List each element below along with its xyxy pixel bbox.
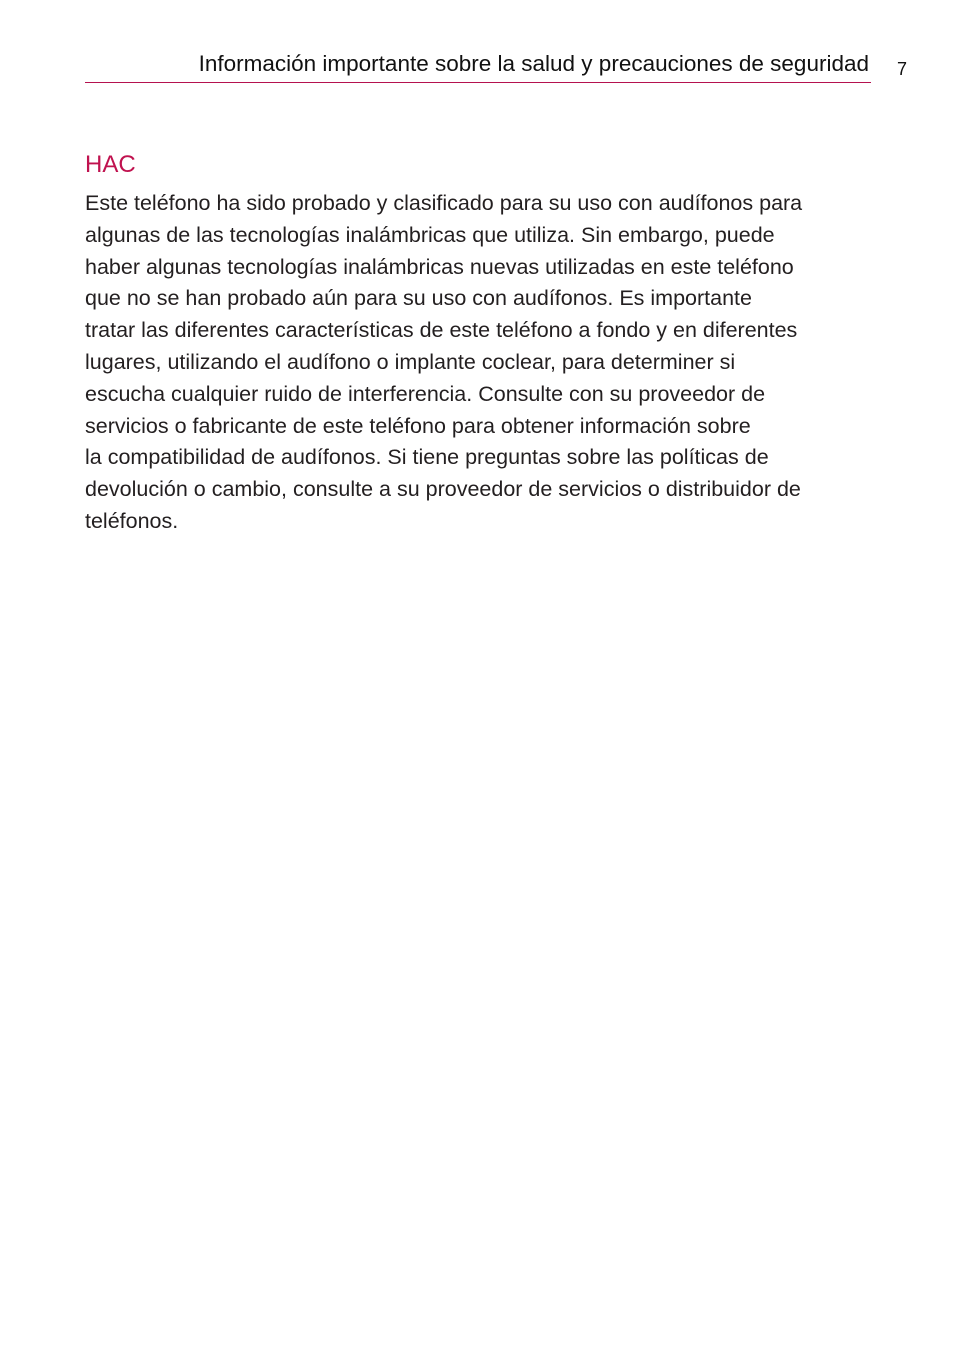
paragraph-line: lugares, utilizando el audífono o implante coclear, para determiner si: [85, 349, 736, 374]
section-heading: HAC: [85, 151, 136, 178]
paragraph-line: que no se han probado aún para su uso con audífonos. Es importante: [85, 286, 752, 311]
paragraph-line: algunas de las tecnologías inalámbricas que utiliza. Sin embargo, puede: [85, 222, 775, 247]
paragraph-line: teléfonos.: [85, 508, 179, 533]
paragraph-line: escucha cualquier ruido de interferencia. Consulte con su proveedor de: [85, 381, 766, 406]
paragraph-line: servicios o fabricante de este teléfono para obtener información sobre: [85, 413, 751, 438]
paragraph-line: Este teléfono ha sido probado y clasificado para su uso con audífonos para: [85, 191, 803, 215]
paragraph-line: la compatibilidad de audífonos. Si tiene preguntas sobre las políticas de: [85, 445, 769, 470]
paragraph-line: devolución o cambio, consulte a su proveedor de servicios o distribuidor de: [85, 477, 801, 502]
page-header: [85, 48, 871, 83]
hac-section: [85, 150, 875, 538]
paragraph-line: tratar las diferentes características de este teléfono a fondo y en diferentes: [85, 318, 798, 343]
paragraph-line: haber algunas tecnologías inalámbricas nuevas utilizadas en este teléfono: [85, 254, 794, 279]
body-paragraph: [85, 188, 875, 538]
page-number: 7: [897, 59, 908, 79]
header-title: Información importante sobre la salud y precauciones de seguridad: [198, 51, 869, 76]
